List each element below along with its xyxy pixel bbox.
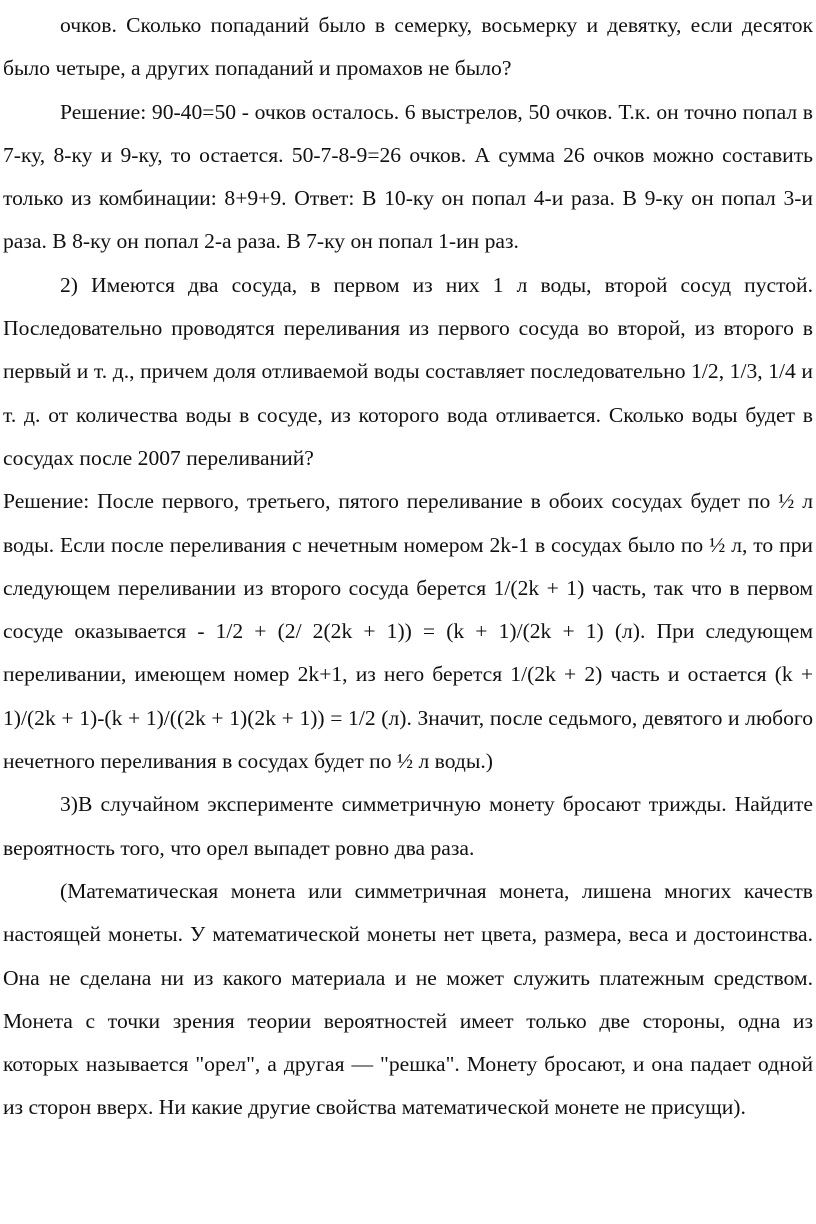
paragraph-coin-note: (Математическая монета или симметричная монета, лишена многих качеств настоящей монеты. У математической монеты нет цвета, размера, веса и достоинства. Она не сделана ни из какого материала и не может служить платежным средством. Монета с точки зрения теории вероятностей имеет только две стороны, одна из которых называется "орел", а другая — "решка". Монету бросают, и она падает одной из сторон вверх. Ни какие другие свойства математической монете не присущи). <box>3 878 813 1120</box>
paragraph-problem-3: 3)В случайном эксперименте симметричную монету бросают трижды. Найдите вероятность того, что орел выпадет ровно два раза. <box>3 792 813 860</box>
paragraph-problem-2: 2) Имеются два сосуда, в первом из них 1 л воды, второй сосуд пустой. Последовательно проводятся переливания из первого сосуда во второй, из второго в первый и т. д., причем доля отливаемой воды составляет последовательно 1/2, 1/3, 1/4 и т. д. от количества воды в сосуде, из которого вода отливается. Сколько воды будет в сосудах после 2007 переливаний? <box>3 272 813 470</box>
paragraph-solution-2: Решение: После первого, третьего, пятого переливание в обоих сосудах будет по ½ л воды. Если после переливания с нечетным номером 2k-1 в сосудах было по ½ л, то при следующем переливании из второго сосуда берется 1/(2k + 1) часть, так что в первом сосуде оказывается - 1/2 + (2/ 2(2k + 1)) = (k + 1)/(2k + 1) (л). При следующем переливании, имеющем номер 2k+1, из него берется 1/(2k + 2) часть и остается (k + 1)/(2k + 1)-(k + 1)/((2k + 1)(2k + 1)) = 1/2 (л). Значит, после седьмого, девятого и любого нечетного переливания в сосудах будет по ½ л воды.) <box>3 489 813 774</box>
paragraph-solution-1: Решение: 90-40=50 - очков осталось. 6 выстрелов, 50 очков. Т.к. он точно попал в 7-ку, 8-ку и 9-ку, то остается. 50-7-8-9=26 очков. А сумма 26 очков можно составить только из комбинации: 8+9+9. Ответ: В 10-ку он попал 4-и раза. В 9-ку он попал 3-и раза. В 8-ку он попал 2-а раза. В 7-ку он попал 1-ин раз. <box>3 99 813 254</box>
paragraph-problem-end: очков. Сколько попаданий было в семерку, восьмерку и девятку, если десяток было четыре, а других попаданий и промахов не было? <box>3 13 813 81</box>
